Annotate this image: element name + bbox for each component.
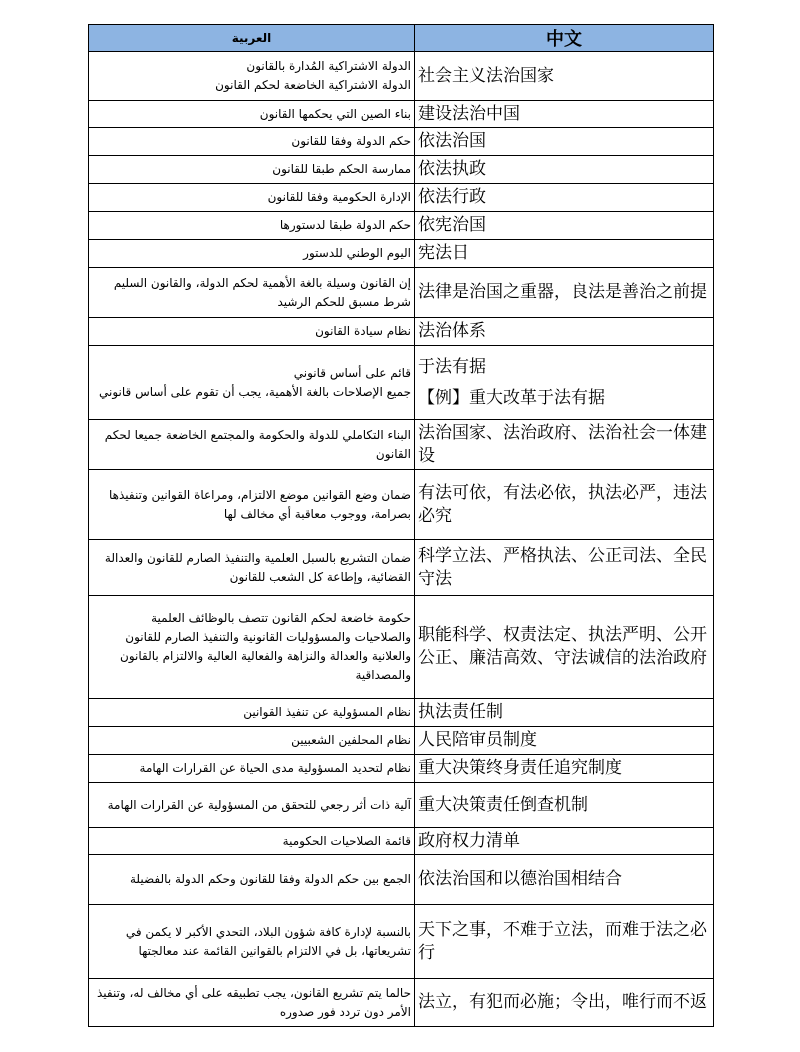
chinese-cell: 重大决策责任倒查机制 <box>415 783 714 828</box>
glossary-sheet <box>88 24 713 1027</box>
chinese-cell: 宪法日 <box>415 240 714 268</box>
header-chinese: 中文 <box>415 25 714 52</box>
table-row <box>89 855 714 905</box>
chinese-cell: 有法可依，有法必依，执法必严，违法必究 <box>415 470 714 540</box>
arabic-cell: قائم على أساس قانوني جميع الإصلاحات بالغة الأهمية، يجب أن تقوم على أساس قانوني <box>89 346 415 420</box>
chinese-cell: 科学立法、严格执法、公正司法、全民守法 <box>415 540 714 596</box>
arabic-cell: بناء الصين التي يحكمها القانون <box>89 101 415 128</box>
table-row <box>89 727 714 755</box>
table-row <box>89 156 714 184</box>
glossary-table <box>88 24 714 1027</box>
chinese-cell: 天下之事，不难于立法，而难于法之必行 <box>415 905 714 979</box>
usage-example: 【例】重大改革于法有据 <box>418 387 605 408</box>
chinese-cell: 依宪治国 <box>415 212 714 240</box>
chinese-cell: 依法行政 <box>415 184 714 212</box>
arabic-cell: نظام سيادة القانون <box>89 318 415 346</box>
chinese-cell: 依法治国 <box>415 128 714 156</box>
arabic-cell: حكم الدولة طبقا لدستورها <box>89 212 415 240</box>
table-row <box>89 346 714 420</box>
table-row <box>89 470 714 540</box>
arabic-cell: قائمة الصلاحيات الحكومية <box>89 828 415 855</box>
arabic-cell: الإدارة الحكومية وفقا للقانون <box>89 184 415 212</box>
table-row <box>89 101 714 128</box>
table-row <box>89 184 714 212</box>
chinese-cell: 社会主义法治国家 <box>415 52 714 101</box>
arabic-cell: إن القانون وسيلة بالغة الأهمية لحكم الدولة، والقانون السليم شرط مسبق للحكم الرشيد <box>89 268 415 318</box>
chinese-cell: 建设法治中国 <box>415 101 714 128</box>
arabic-cell: آلية ذات أثر رجعي للتحقق من المسؤولية عن القرارات الهامة <box>89 783 415 828</box>
table-row <box>89 905 714 979</box>
chinese-cell: 人民陪审员制度 <box>415 727 714 755</box>
chinese-cell: 职能科学、权责法定、执法严明、公开公正、廉洁高效、守法诚信的法治政府 <box>415 596 714 699</box>
arabic-cell: الجمع بين حكم الدولة وفقا للقانون وحكم الدولة بالفضيلة <box>89 855 415 905</box>
table-row <box>89 979 714 1027</box>
chinese-cell: 重大决策终身责任追究制度 <box>415 755 714 783</box>
table-row <box>89 240 714 268</box>
chinese-cell: 法治体系 <box>415 318 714 346</box>
chinese-cell: 法立，有犯而必施；令出，唯行而不返 <box>415 979 714 1027</box>
chinese-cell: 依法执政 <box>415 156 714 184</box>
chinese-cell: 执法责任制 <box>415 699 714 727</box>
header-arabic: العربية <box>89 25 415 52</box>
table-row <box>89 52 714 101</box>
arabic-cell: حكومة خاضعة لحكم القانون تتصف بالوظائف العلمية والصلاحيات والمسؤوليات القانونية والتنفيذ الصارم للقانون والعلانية والعدالة والنزاهة والفعالية العالية والالتزام بالقانون والمصداقية <box>89 596 415 699</box>
arabic-cell: نظام المحلفين الشعبيين <box>89 727 415 755</box>
table-row <box>89 540 714 596</box>
arabic-cell: ضمان وضع القوانين موضع الالتزام، ومراعاة القوانين وتنفيذها بصرامة، ووجوب معاقبة أي مخالف لها <box>89 470 415 540</box>
arabic-cell: حكم الدولة وفقا للقانون <box>89 128 415 156</box>
arabic-cell: اليوم الوطني للدستور <box>89 240 415 268</box>
table-row <box>89 420 714 470</box>
arabic-cell: حالما يتم تشريع القانون، يجب تطبيقه على أي مخالف له، وتنفيذ الأمر دون تردد فور صدوره <box>89 979 415 1027</box>
table-row <box>89 128 714 156</box>
table-row <box>89 318 714 346</box>
table-row <box>89 828 714 855</box>
table-row <box>89 596 714 699</box>
header-row <box>89 25 714 52</box>
arabic-cell: نظام المسؤولية عن تنفيذ القوانين <box>89 699 415 727</box>
arabic-cell: ضمان التشريع بالسبل العلمية والتنفيذ الصارم للقانون والعدالة القضائية، وإطاعة كل الشعب للقانون <box>89 540 415 596</box>
table-row <box>89 268 714 318</box>
arabic-cell: بالنسبة لإدارة كافة شؤون البلاد، التحدي الأكبر لا يكمن في تشريعاتها، بل في الالتزام بالقوانين القائمة عند معالجتها <box>89 905 415 979</box>
chinese-cell: 于法有据 【例】重大改革于法有据 <box>415 346 714 420</box>
table-row <box>89 212 714 240</box>
arabic-cell: ممارسة الحكم طبقا للقانون <box>89 156 415 184</box>
arabic-cell: الدولة الاشتراكية المُدارة بالقانون الدولة الاشتراكية الخاضعة لحكم القانون <box>89 52 415 101</box>
chinese-cell: 政府权力清单 <box>415 828 714 855</box>
arabic-cell: البناء التكاملي للدولة والحكومة والمجتمع الخاضعة جميعا لحكم القانون <box>89 420 415 470</box>
table-row <box>89 755 714 783</box>
table-row <box>89 783 714 828</box>
chinese-cell: 法治国家、法治政府、法治社会一体建设 <box>415 420 714 470</box>
chinese-cell: 依法治国和以德治国相结合 <box>415 855 714 905</box>
table-row <box>89 699 714 727</box>
chinese-cell: 法律是治国之重器，良法是善治之前提 <box>415 268 714 318</box>
arabic-cell: نظام لتحديد المسؤولية مدى الحياة عن القرارات الهامة <box>89 755 415 783</box>
